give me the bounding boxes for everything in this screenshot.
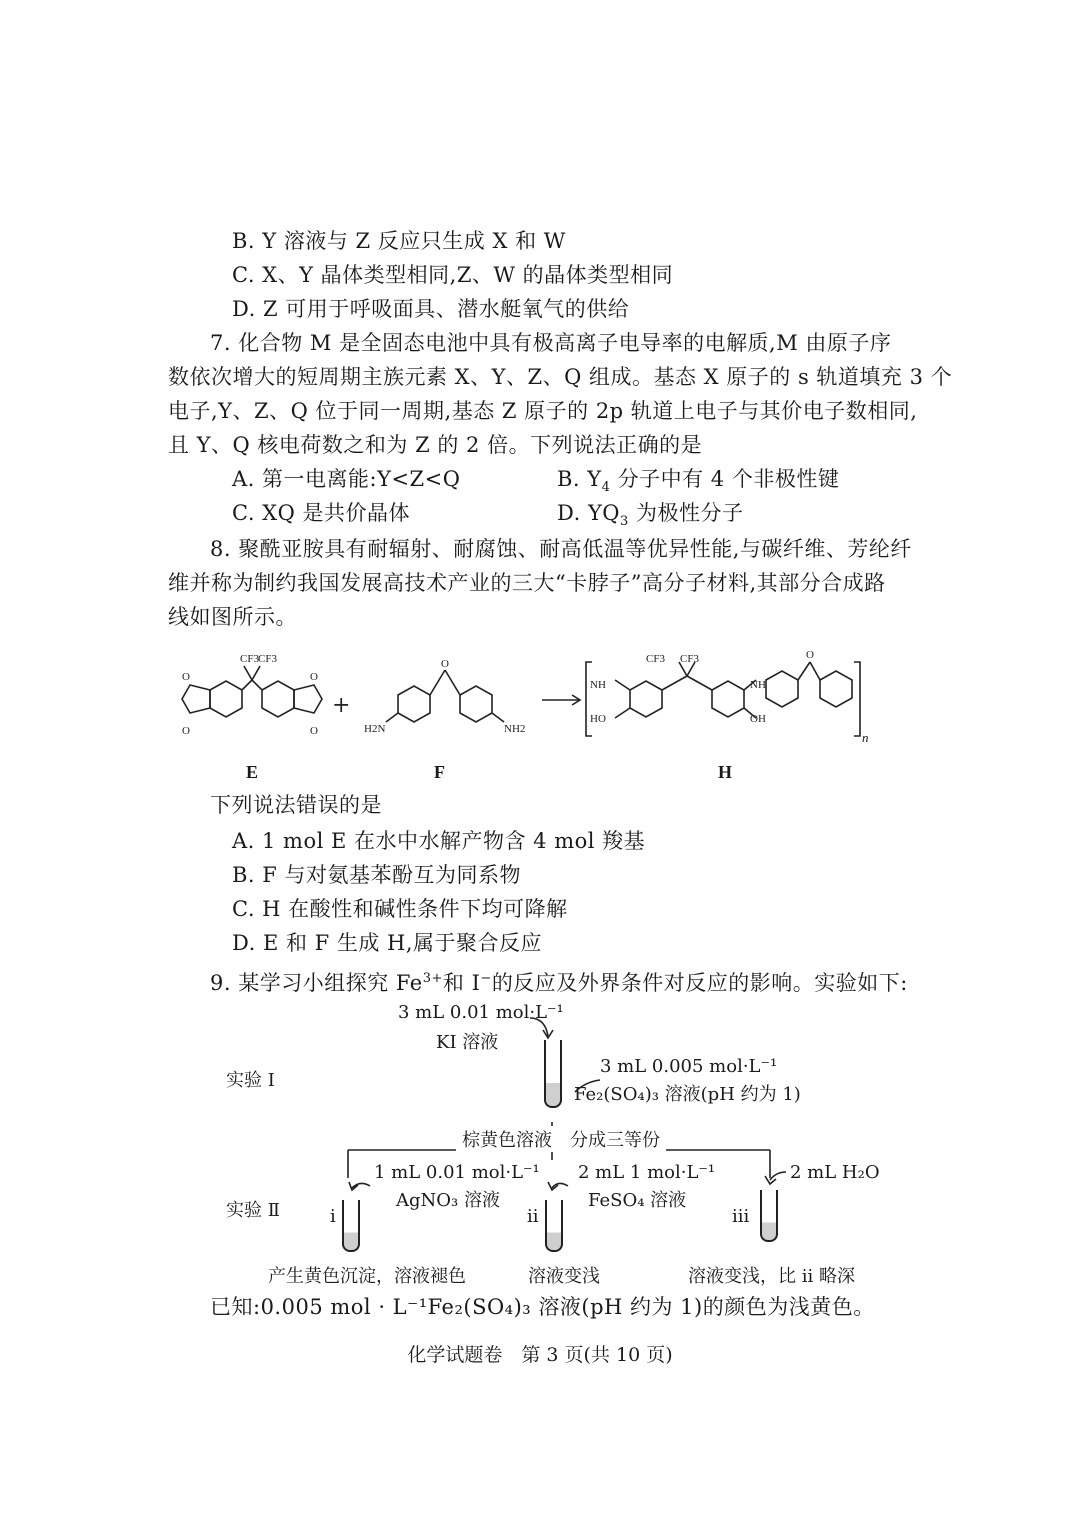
f-ring-right [460, 686, 492, 722]
q8-question: 下列说法错误的是 [210, 793, 382, 817]
svg-text:O: O [310, 725, 318, 737]
svg-text:CF3: CF3 [258, 653, 277, 665]
q7-stem-line1: 7. 化合物 M 是全固态电池中具有极高离子电导率的电解质,M 由原子序 [210, 331, 892, 355]
tube-i-label: i [330, 1206, 336, 1227]
tube-iii-label: iii [732, 1206, 750, 1227]
ki-solution-name: KI 溶液 [436, 1032, 499, 1053]
test-tube-experiment-1 [544, 1040, 562, 1108]
feso4-concentration: 2 mL 1 mol·L⁻¹ [578, 1162, 716, 1183]
svg-text:HO: HO [590, 713, 606, 725]
q7-option-a: A. 第一电离能:Y<Z<Q [232, 467, 461, 491]
svg-text:O: O [806, 649, 814, 661]
q9-stem: 9. 某学习小组探究 $Fe^{3+}$和 I−的反应及外界条件对反应的影响。实验如下: [210, 971, 908, 995]
plus-sign: + [332, 693, 351, 718]
compound-e-label: E [246, 762, 259, 782]
e-ring-right [262, 681, 294, 717]
experiment-2-label: 实验 Ⅱ [226, 1200, 280, 1221]
result-i: 产生黄色沉淀，溶液褪色 [268, 1266, 466, 1287]
svg-text:OH: OH [750, 713, 766, 725]
q7-option-b: B. $Y_4$ 分子中有 4 个非极性键 [557, 467, 840, 496]
compound-h-label: H [718, 762, 733, 782]
fe-solution-name: Fe₂(SO₄)₃ 溶液(pH 约为 1) [574, 1084, 801, 1105]
split-solution-label: 棕黄色溶液 分成三等份 [456, 1126, 666, 1152]
fe-concentration: 3 mL 0.005 mol·L⁻¹ [600, 1056, 778, 1077]
svg-text:O: O [441, 658, 449, 670]
svg-text:CF3: CF3 [646, 653, 665, 665]
q8-option-a: A. 1 mol E 在水中水解产物含 4 mol 羧基 [232, 829, 646, 853]
reaction-scheme [160, 640, 900, 780]
svg-text:CF3: CF3 [680, 653, 699, 665]
e-cf3-label: CF3 [240, 653, 259, 665]
q8-option-d: D. E 和 F 生成 H,属于聚合反应 [232, 931, 543, 955]
test-tube-iii [760, 1190, 778, 1242]
q9-known-note: 已知:0.005 mol · L⁻¹Fe₂(SO₄)₃ 溶液(pH 约为 1)的颜色为浅黄色。 [210, 1295, 875, 1319]
svg-text:O: O [310, 671, 318, 683]
test-tube-ii [545, 1200, 563, 1252]
ki-concentration: 3 mL 0.01 mol·L⁻¹ [398, 1002, 564, 1023]
q6-option-c: C. X、Y 晶体类型相同,Z、W 的晶体类型相同 [232, 263, 674, 287]
experiment-1-label: 实验 Ⅰ [226, 1070, 275, 1091]
f-ring-left [398, 686, 430, 722]
q8-stem-line2: 维并称为制约我国发展高技术产业的三大“卡脖子”高分子材料,其部分合成路 [168, 571, 886, 595]
q7-option-c: C. XQ 是共价晶体 [232, 501, 411, 525]
q8-option-b: B. F 与对氨基苯酚互为同系物 [232, 863, 522, 887]
q6-option-b: B. Y 溶液与 Z 反应只生成 X 和 W [232, 229, 566, 253]
polymer-n-label: n [862, 730, 869, 745]
svg-text:NH: NH [590, 679, 606, 691]
compound-f-label: F [434, 762, 445, 782]
e-ring-left [210, 681, 242, 717]
result-ii: 溶液变浅 [528, 1266, 600, 1287]
agno3-concentration: 1 mL 0.01 mol·L⁻¹ [374, 1162, 540, 1183]
q7-option-d: D. $YQ_3$ 为极性分子 [557, 501, 744, 530]
f-nh2-label: NH2 [504, 723, 526, 735]
water-label: 2 mL H₂O [790, 1162, 880, 1183]
q8-stem-line3: 线如图所示。 [168, 605, 297, 629]
q7-stem-line2: 数依次增大的短周期主族元素 X、Y、Z、Q 组成。基态 X 原子的 s 轨道填充 3 个 [168, 365, 953, 389]
svg-text:NH: NH [750, 679, 766, 691]
test-tube-i [342, 1200, 360, 1252]
tube-ii-label: ii [527, 1206, 539, 1227]
result-iii: 溶液变浅，比 ii 略深 [688, 1266, 855, 1287]
q8-stem-line1: 8. 聚酰亚胺具有耐辐射、耐腐蚀、耐高低温等优异性能,与碳纤维、芳纶纤 [210, 537, 912, 561]
svg-text:O: O [182, 671, 190, 683]
f-h2n-label: H2N [364, 723, 386, 735]
q6-option-d: D. Z 可用于呼吸面具、潜水艇氧气的供给 [232, 297, 630, 321]
page-footer: 化学试题卷 第 3 页(共 10 页) [407, 1344, 673, 1366]
q7-stem-line3: 电子,Y、Z、Q 位于同一周期,基态 Z 原子的 2p 轨道上电子与其价电子数相同, [168, 399, 918, 423]
q8-option-c: C. H 在酸性和碱性条件下均可降解 [232, 897, 568, 921]
feso4-solution-name: FeSO₄ 溶液 [588, 1190, 687, 1211]
q7-stem-line4: 且 Y、Q 核电荷数之和为 Z 的 2 倍。下列说法正确的是 [168, 433, 703, 457]
svg-text:O: O [182, 725, 190, 737]
agno3-solution-name: AgNO₃ 溶液 [396, 1190, 500, 1211]
